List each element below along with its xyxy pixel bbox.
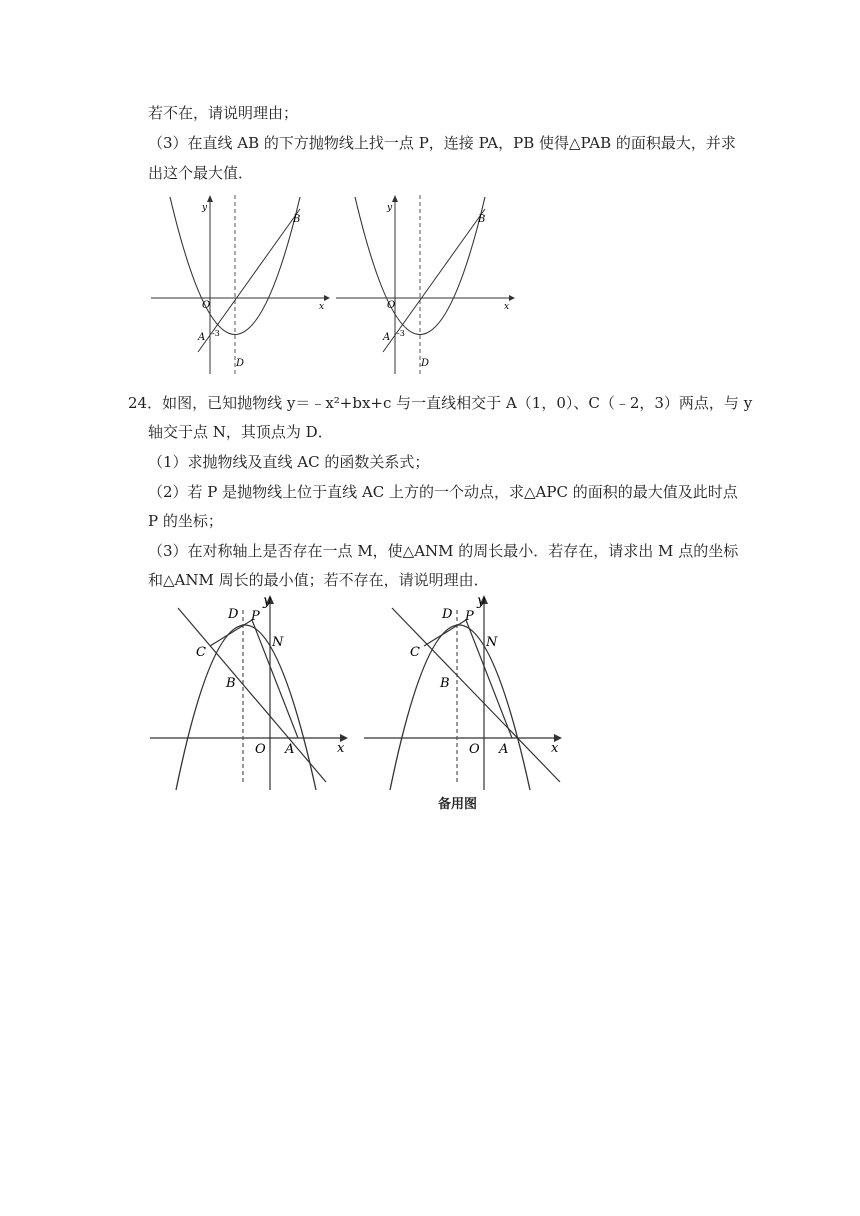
y-label: y <box>477 593 485 609</box>
q24-text-line: P 的坐标； <box>148 512 223 530</box>
point-b-label: B <box>226 676 236 691</box>
q24-text-line: （3）在对称轴上是否存在一点 M，使△ANM 的周长最小．若存在，请求出 M 点的坐标 <box>148 542 739 560</box>
point-d-label: D <box>442 607 453 622</box>
point-p-label: P <box>465 609 474 624</box>
y-label: y <box>202 203 208 213</box>
point-p-label: P <box>251 609 260 624</box>
point-d-label: D <box>421 358 430 369</box>
y-label: y <box>263 593 271 609</box>
point-d-label: D <box>228 607 239 622</box>
figure-caption: 备用图 <box>438 797 478 812</box>
q23-figure-2 <box>333 192 518 377</box>
point-a-label: A <box>383 332 391 343</box>
point-a-label: A <box>198 332 206 343</box>
intercept-label: -3 <box>397 329 405 338</box>
q24-text-line: 轴交于点 N，其顶点为 D． <box>148 423 333 441</box>
origin-label: O <box>255 742 266 757</box>
q23-figure-1 <box>148 192 333 377</box>
intercept-label: -3 <box>212 329 220 338</box>
segment-cp <box>424 620 466 646</box>
point-b-label: B <box>478 214 486 225</box>
point-d-label: D <box>236 358 245 369</box>
origin-label: O <box>469 742 480 757</box>
point-n-label: N <box>486 635 498 650</box>
x-label: x <box>504 302 510 312</box>
point-a-label: A <box>499 742 509 757</box>
point-c-label: C <box>410 645 420 660</box>
origin-label: O <box>202 300 211 311</box>
q24-text-line: （2）若 P 是抛物线上位于直线 AC 上方的一个动点，求△APC 的面积的最大值及此时点 <box>148 483 738 501</box>
y-label: y <box>387 203 393 213</box>
q23-text-line: （3）在直线 AB 的下方抛物线上找一点 P，连接 PA，PB 使得△PAB 的面积最大，并求 <box>148 134 736 152</box>
x-label: x <box>319 302 325 312</box>
q24-text-line: （1）求抛物线及直线 AC 的函数关系式； <box>148 453 430 471</box>
point-b-label: B <box>293 214 301 225</box>
x-axis-arrow <box>324 295 330 301</box>
point-b-label: B <box>440 676 450 691</box>
point-n-label: N <box>272 635 284 650</box>
q24-text-line: 24．如图，已知抛物线 y＝﹣x²+bx+c 与一直线相交于 A（1，0）、C（﹣2，3）两点，与 y <box>128 394 753 412</box>
point-a-label: A <box>285 742 295 757</box>
origin-label: O <box>387 300 396 311</box>
y-axis-arrow <box>207 195 213 202</box>
q24-figure-2 <box>362 590 567 795</box>
q24-text-line: 和△ANM 周长的最小值；若不存在，请说明理由． <box>148 571 489 589</box>
x-label: x <box>337 741 345 756</box>
x-axis-arrow <box>509 295 515 301</box>
segment-cp <box>210 620 252 646</box>
q24-figure-1 <box>148 590 353 795</box>
y-axis-arrow <box>392 195 398 202</box>
q23-text-line: 若不在，请说明理由； <box>148 104 299 122</box>
x-label: x <box>551 741 559 756</box>
point-c-label: C <box>196 645 206 660</box>
q23-text-line: 出这个最大值． <box>148 164 254 182</box>
